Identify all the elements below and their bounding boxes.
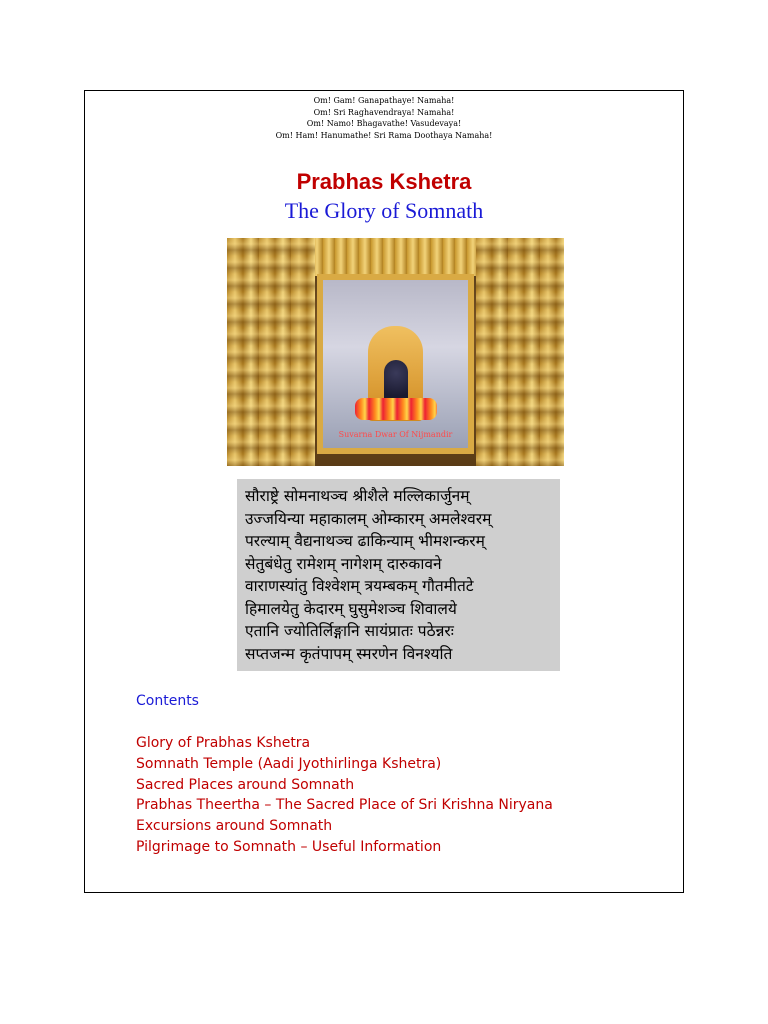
shloka-box: [237, 479, 560, 671]
shloka-line: उज्जयिन्या महाकालम् ओम्कारम् अमलेश्वरम्: [245, 509, 492, 528]
contents-list: [136, 733, 553, 858]
photo-arch: [287, 238, 504, 276]
shloka-line: एतानि ज्योतिर्लिङ्गानि सायंप्रातः पठेन्नरः: [245, 622, 454, 640]
shloka-line: सप्तजन्म कृतंपापम् स्मरणेन विनश्यति: [245, 644, 453, 663]
shloka-line: वाराणस्यांतु विश्वेशम् त्रयम्बकम् गौतमीतटे: [245, 577, 474, 595]
photo-caption: Suvarna Dwar Of Nijmandir: [338, 430, 453, 439]
shloka-line: सेतुबंधेतु रामेशम् नागेशम् दारुकावने: [245, 554, 442, 573]
document-page: [84, 90, 684, 893]
contents-link-prabhas-theertha[interactable]: Prabhas Theertha – The Sacred Place of Sri Krishna Niryana: [136, 797, 553, 814]
contents-heading: Contents: [136, 693, 199, 709]
invocation-line: Om! Namo! Bhagavathe! Vasudevaya!: [306, 119, 462, 128]
page-title: Prabhas Kshetra: [296, 169, 472, 194]
page-subtitle: The Glory of Somnath: [284, 198, 484, 223]
invocation-line: Om! Gam! Ganapathaye! Namaha!: [313, 96, 455, 105]
shloka-line: सौराष्ट्रे सोमनाथञ्च श्रीशैले मल्लिकार्जुनम्: [245, 487, 470, 505]
photo-flowers: [355, 398, 437, 420]
contents-link-sacred-places[interactable]: Sacred Places around Somnath: [136, 776, 355, 793]
invocation-line: Om! Ham! Hanumathe! Sri Rama Doothaya Namaha!: [275, 130, 493, 140]
shloka-line: हिमालयेतु केदारम् घुसुमेशञ्च शिवालये: [245, 599, 457, 618]
contents-link-pilgrimage-info[interactable]: Pilgrimage to Somnath – Useful Information: [136, 838, 442, 855]
contents-link-excursions[interactable]: Excursions around Somnath: [136, 818, 333, 835]
contents-link-glory[interactable]: Glory of Prabhas Kshetra: [136, 735, 311, 751]
invocation-line: Om! Sri Raghavendraya! Namaha!: [313, 107, 455, 117]
temple-photo: [227, 238, 564, 466]
shloka-line: परल्याम् वैद्यनाथञ्च ढाकिन्याम् भीमशन्करम्: [245, 532, 485, 550]
invocation-block: [85, 95, 683, 141]
contents-link-temple[interactable]: Somnath Temple (Aadi Jyothirlinga Kshetra): [136, 755, 442, 772]
